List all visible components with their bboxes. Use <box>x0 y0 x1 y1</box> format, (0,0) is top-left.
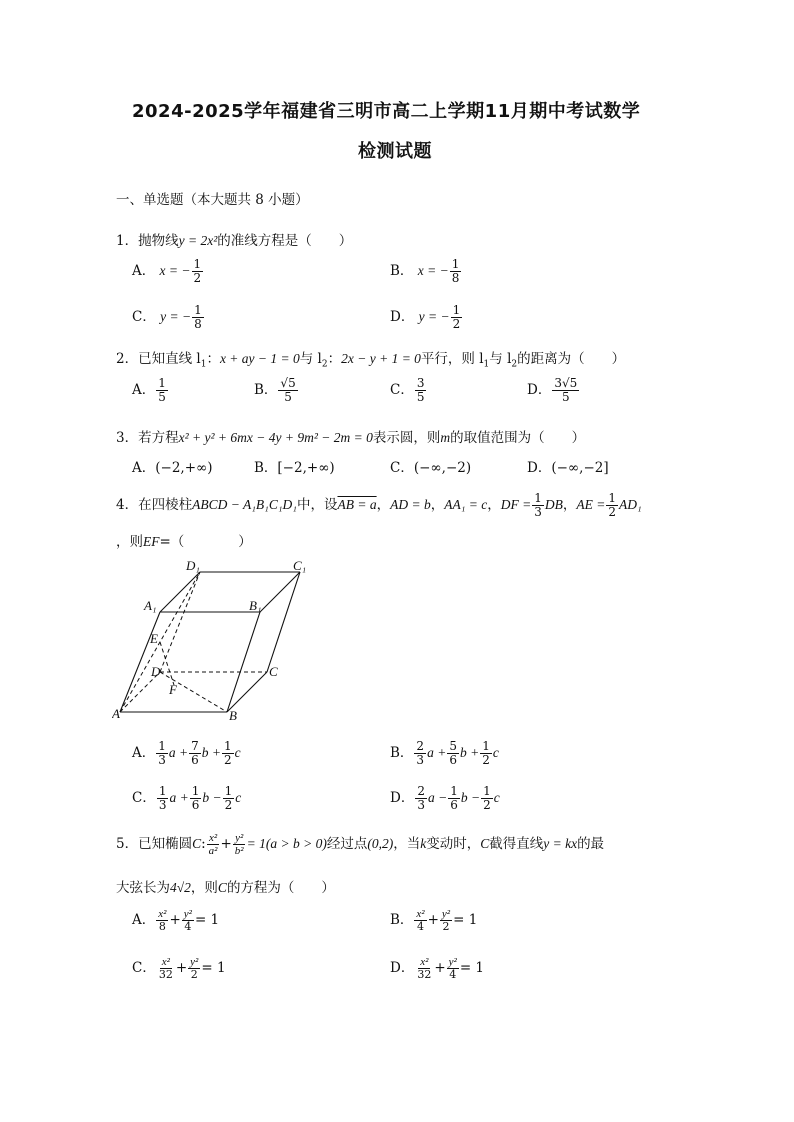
label-c: C <box>269 664 278 679</box>
q4-prism: ABCD − A₁B₁C₁D₁ <box>192 497 297 512</box>
q4-vector: DB <box>544 497 563 512</box>
q5-text: ，则 <box>190 880 218 896</box>
label-d: D <box>151 664 161 679</box>
q5-option-a[interactable] <box>132 908 219 933</box>
q5-line: y = kx <box>543 836 578 851</box>
option-label: D． <box>390 960 415 976</box>
q4-option-b[interactable] <box>390 740 499 767</box>
q5-option-d[interactable] <box>390 956 484 981</box>
fraction <box>532 492 544 519</box>
q1-option-d[interactable] <box>390 304 463 331</box>
option-math: b − <box>460 790 481 805</box>
numerator: y² <box>235 832 244 844</box>
option-math: a + <box>427 745 447 760</box>
fraction <box>222 740 234 767</box>
fraction <box>415 785 427 812</box>
q3-option-b[interactable]: B．[−2,+∞) <box>254 460 335 476</box>
plus: + <box>175 960 188 976</box>
option-label: C． <box>390 382 414 398</box>
fraction <box>414 908 426 933</box>
fraction <box>157 785 169 812</box>
q5-option-c[interactable] <box>132 956 226 981</box>
denominator: 6 <box>449 753 457 767</box>
denominator: 2 <box>452 317 461 331</box>
denominator: 2 <box>190 968 198 981</box>
fraction <box>480 740 492 767</box>
option-label: C． <box>132 790 156 806</box>
q1-option-b[interactable] <box>390 258 462 285</box>
denominator: 6 <box>191 798 200 812</box>
numerator: 1 <box>450 784 458 798</box>
option-label: D． <box>527 382 552 398</box>
numerator: 5 <box>449 739 457 753</box>
fraction <box>207 832 220 857</box>
denominator: 2 <box>608 505 616 519</box>
q5-var: C <box>480 836 490 851</box>
q5-text: 5．已知椭圆 <box>116 836 193 852</box>
denominator: 4 <box>184 920 192 933</box>
q2-text: ： <box>327 351 342 367</box>
q1-option-c[interactable] <box>132 304 205 331</box>
numerator: 1 <box>158 376 166 390</box>
numerator: 1 <box>451 257 460 271</box>
fraction <box>156 908 168 933</box>
fraction <box>414 740 426 767</box>
numerator: 1 <box>452 303 461 317</box>
numerator: 3√5 <box>554 376 578 390</box>
fraction <box>182 908 194 933</box>
numerator: x² <box>208 832 218 844</box>
denominator: 2 <box>193 271 202 285</box>
q3-text: 的取值范围为（ ） <box>450 430 586 446</box>
option-math: y = − <box>160 309 192 324</box>
q5-chord: 4√2 <box>170 880 191 895</box>
option-label: B． <box>390 912 414 928</box>
fraction <box>190 785 202 812</box>
denominator: 6 <box>450 798 458 812</box>
option-math: c <box>235 790 242 805</box>
fraction <box>192 304 204 331</box>
numerator: 1 <box>158 739 166 753</box>
numerator: x² <box>416 908 425 920</box>
q2-text: 2．已知直线 l <box>116 351 201 367</box>
q3-text: 3．若方程 <box>116 430 179 446</box>
q2-line2: 2x − y + 1 = 0 <box>341 351 421 366</box>
numerator: 1 <box>534 491 542 505</box>
numerator: 1 <box>224 784 233 798</box>
option-math: a + <box>168 745 189 760</box>
q5-var: C <box>217 880 227 895</box>
denominator: 8 <box>158 920 166 933</box>
q5-text: ，当 <box>393 836 421 852</box>
label-e: E <box>150 631 158 646</box>
q4-text: 4．在四棱柱 <box>116 497 193 513</box>
q3-equation: x² + y² + 6mx − 4y + 9m² − 2m = 0 <box>178 430 373 445</box>
denominator: 3 <box>416 753 425 767</box>
option-label: A． <box>132 382 156 398</box>
edge-dd1 <box>160 572 200 672</box>
q1-text: 1．抛物线 <box>116 233 179 249</box>
numerator: 1 <box>191 784 200 798</box>
edge-cc1 <box>267 572 300 672</box>
denominator: 2 <box>224 753 232 767</box>
numerator: 1 <box>482 739 490 753</box>
numerator: 2 <box>416 739 425 753</box>
numerator: x² <box>158 908 167 920</box>
numerator: 1 <box>194 303 202 317</box>
label-b: B <box>229 708 237 723</box>
denominator: 3 <box>158 798 167 812</box>
q5-text: 经过点 <box>326 836 368 852</box>
q1-text-end: 的准线方程是（ ） <box>217 233 353 249</box>
denominator: 2 <box>442 920 450 933</box>
fraction <box>415 377 427 404</box>
fraction <box>450 258 462 285</box>
label-d1: D₁ <box>186 560 200 573</box>
option-label: A． <box>132 745 156 761</box>
q5-text: 的最 <box>577 836 605 852</box>
option-label: A． <box>132 912 156 928</box>
q4-text: =（ ） <box>159 534 252 550</box>
option-label: C． <box>132 309 156 325</box>
numerator: x² <box>420 956 429 968</box>
q5-text: = 1 <box>246 836 266 851</box>
option-math: x = − <box>159 263 191 278</box>
denominator: 8 <box>451 271 460 285</box>
option-label: D． <box>390 309 415 325</box>
numerator: √5 <box>280 376 296 390</box>
denominator: 32 <box>158 968 173 981</box>
denominator: 3 <box>534 505 542 519</box>
q4-vector: AE = <box>576 497 606 512</box>
option-math: b + <box>459 745 480 760</box>
fraction <box>606 492 618 519</box>
option-math: a + <box>169 790 189 805</box>
q2-line1: x + ay − 1 = 0 <box>219 351 300 366</box>
question-2-stem: 2．已知直线 $l_1$：x + ay − 1 = 0与 $l_2$：2x − y + 1 = 0平行，则 $l_1$与 $l_2$的距离为（ ） <box>116 351 626 370</box>
label-a: A <box>112 706 120 721</box>
plus: + <box>427 912 439 928</box>
option-math: y = − <box>418 309 450 324</box>
numerator: 3 <box>416 376 425 390</box>
numerator: 2 <box>417 784 425 798</box>
equals: = 1 <box>453 912 478 928</box>
plus: + <box>169 912 181 928</box>
edge-bb1 <box>227 612 260 712</box>
q4-text: 中，设 <box>296 497 338 513</box>
q4-vector: AA₁ = c <box>444 497 488 512</box>
q5-var: k <box>420 836 427 851</box>
equals: = 1 <box>459 960 485 976</box>
edge-b1c1 <box>260 572 300 612</box>
option-math: a − <box>427 790 448 805</box>
denominator: 32 <box>417 968 432 981</box>
numerator: 1 <box>158 784 167 798</box>
question-4-stem-line2 <box>116 530 252 550</box>
q5-point: (0,2) <box>367 836 394 851</box>
fraction <box>156 740 168 767</box>
q5-text: 变动时， <box>426 836 481 852</box>
option-math: c <box>493 790 500 805</box>
option-label: B． <box>390 745 414 761</box>
fraction <box>447 740 459 767</box>
page-title: 2024-2025学年福建省三明市高二上学期11月期中考试数学 <box>132 101 641 122</box>
fraction <box>447 956 459 981</box>
q3-option-a[interactable]: A．(−2,+∞) <box>132 460 213 476</box>
q4-vector: AD₁ <box>619 497 642 512</box>
denominator: 3 <box>158 753 166 767</box>
option-math: c <box>492 745 499 760</box>
section-heading: 一、单选题（本大题共 8 小题） <box>116 192 309 208</box>
q3-option-d[interactable]: D．(−∞,−2] <box>527 460 609 476</box>
label-a1: A₁ <box>144 598 157 613</box>
q4-text: ，则 <box>116 534 143 550</box>
fraction <box>552 377 579 404</box>
fraction <box>188 956 200 981</box>
edge-bc <box>227 672 267 712</box>
fraction <box>278 377 297 404</box>
denominator: 5 <box>158 390 166 404</box>
option-math: x = − <box>417 263 449 278</box>
q3-var: m <box>440 430 451 445</box>
option-label: B． <box>254 382 278 398</box>
q2-text: ： <box>206 351 220 367</box>
question-1-stem <box>116 229 352 249</box>
q2-text: 的距离为（ ） <box>517 351 626 367</box>
denominator: 5 <box>561 390 570 404</box>
question-5-stem-line2 <box>116 876 335 896</box>
option-math: b + <box>201 745 222 760</box>
numerator: y² <box>183 908 192 920</box>
numerator: y² <box>448 956 457 968</box>
label-f: F <box>169 682 177 697</box>
numerator: 1 <box>608 491 616 505</box>
denominator: 4 <box>417 920 425 933</box>
prism-figure <box>112 560 322 730</box>
denominator: 8 <box>194 317 202 331</box>
fraction <box>192 258 204 285</box>
segment-ef <box>160 642 174 685</box>
q5-text: + <box>220 836 232 852</box>
denominator: 2 <box>224 798 233 812</box>
q1-option-a[interactable] <box>132 258 204 285</box>
q4-option-a[interactable] <box>132 740 241 767</box>
fraction <box>233 832 246 857</box>
q4-vector: DF = <box>500 497 532 512</box>
q2-option-d[interactable] <box>527 377 580 404</box>
question-3-stem <box>116 426 585 446</box>
fraction <box>448 785 460 812</box>
q3-option-c[interactable]: C．(−∞,−2) <box>390 460 472 476</box>
edge-aa1 <box>120 612 160 712</box>
fraction <box>481 785 493 812</box>
q2-text: 与 l <box>489 351 512 367</box>
fraction <box>157 956 175 981</box>
option-label: D． <box>390 790 415 806</box>
q5-text: 的方程为（ ） <box>226 880 335 896</box>
q5-text: 截得直线 <box>489 836 544 852</box>
numerator: y² <box>190 956 199 968</box>
numerator: 7 <box>191 739 199 753</box>
denominator: 2 <box>482 753 490 767</box>
q4-vector: AB = a <box>337 497 377 512</box>
label-b1: B₁ <box>249 598 262 613</box>
q2-option-a[interactable] <box>132 377 169 404</box>
page-subtitle: 检测试题 <box>358 141 432 162</box>
fraction <box>156 377 168 404</box>
numerator: 1 <box>483 784 491 798</box>
plus: + <box>434 960 446 976</box>
q2-option-b[interactable] <box>254 377 299 404</box>
fraction <box>451 304 463 331</box>
q5-text: 大弦长为 <box>116 880 170 896</box>
numerator: 1 <box>224 739 232 753</box>
denominator: 5 <box>416 390 425 404</box>
fraction <box>223 785 235 812</box>
denominator: 6 <box>191 753 199 767</box>
fraction <box>440 908 452 933</box>
denominator: a² <box>208 845 218 857</box>
denominator: b² <box>234 845 244 857</box>
q4-vector: EF <box>143 534 160 549</box>
q2-text: 与 l <box>299 351 322 367</box>
q2-option-c[interactable] <box>390 377 427 404</box>
denominator: 2 <box>483 798 491 812</box>
q2-text: 平行，则 l <box>420 351 484 367</box>
q5-condition: (a > b > 0) <box>265 836 327 851</box>
option-math: c <box>234 745 241 760</box>
numerator: y² <box>441 908 451 920</box>
denominator: 4 <box>449 968 457 981</box>
option-label: A． <box>132 263 156 279</box>
question-5-stem <box>116 832 604 857</box>
q5-var: C <box>192 836 202 851</box>
label-c1: C₁ <box>293 560 307 573</box>
q4-option-c[interactable] <box>132 785 241 812</box>
option-math: b − <box>202 790 222 805</box>
equals: = 1 <box>201 960 226 976</box>
q4-option-d[interactable] <box>390 785 500 812</box>
fraction <box>189 740 201 767</box>
denominator: 5 <box>284 390 292 404</box>
denominator: 3 <box>417 798 425 812</box>
numerator: 1 <box>193 257 202 271</box>
q5-text: : <box>201 836 206 852</box>
q4-vector: AD = b <box>390 497 431 512</box>
equals: = 1 <box>194 912 220 928</box>
q1-equation: y = 2x² <box>178 233 218 248</box>
question-4-stem: 4．在四棱柱ABCD − A₁B₁C₁D₁中，设AB = a，AD = b，AA₁ = c，DF = $\frac{1}{3}$ DB，AE = $\frac{1}{2}$ AD₁ <box>116 491 642 519</box>
fraction <box>415 956 433 981</box>
option-label: C． <box>132 960 156 976</box>
q5-option-b[interactable] <box>390 908 477 933</box>
option-label: B． <box>390 263 414 279</box>
q3-text: 表示圆，则 <box>372 430 441 446</box>
numerator: x² <box>161 956 170 968</box>
